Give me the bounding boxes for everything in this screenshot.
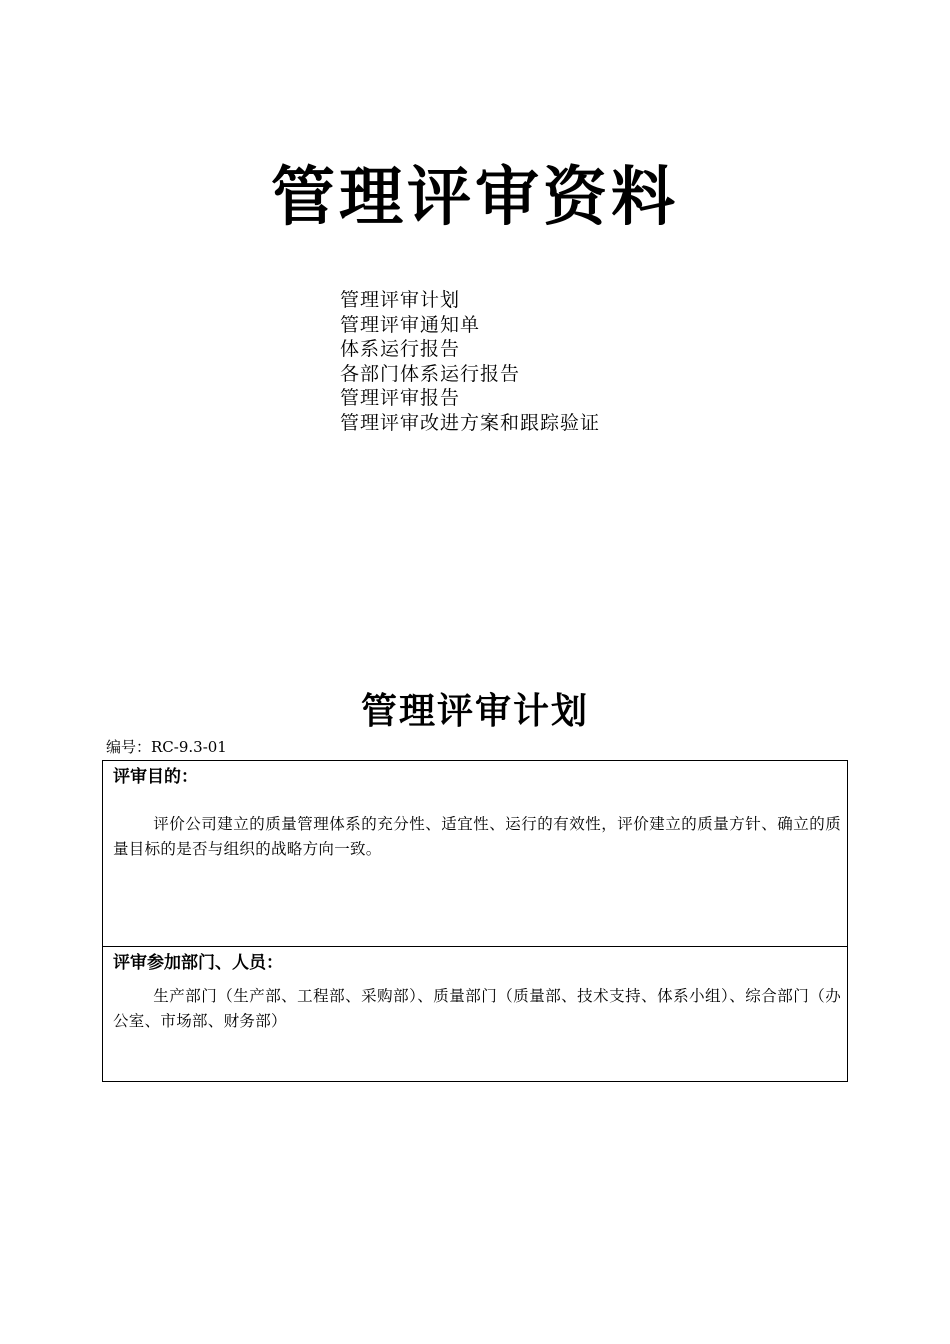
purpose-text: 评价公司建立的质量管理体系的充分性、适宜性、运行的有效性，评价建立的质量方针、确立的质量目标的是否与组织的战略方向一致。 — [113, 815, 841, 858]
contents-item: 管理评审通知单 — [340, 313, 481, 336]
participants-label: 评审参加部门、人员： — [113, 953, 283, 973]
contents-list — [340, 288, 600, 435]
contents-item: 管理评审计划 — [340, 289, 461, 311]
contents-item: 管理评审改进方案和跟踪验证 — [340, 411, 601, 434]
contents-item: 管理评审报告 — [340, 387, 461, 409]
document-number: 编号：RC-9.3-01 — [106, 738, 227, 756]
main-title: 管理评审资料 — [271, 160, 679, 235]
participants-text: 生产部门（生产部、工程部、采购部）、质量部门（质量部、技术支持、体系小组）、综合部门（办公室、市场部、财务部） — [113, 987, 841, 1030]
participants-section — [103, 947, 847, 1081]
purpose-label: 评审目的： — [113, 767, 198, 787]
contents-item: 各部门体系运行报告 — [340, 362, 521, 385]
contents-item: 体系运行报告 — [340, 338, 461, 360]
plan-title: 管理评审计划 — [360, 690, 589, 732]
purpose-section — [103, 761, 847, 947]
plan-table — [102, 760, 848, 1082]
